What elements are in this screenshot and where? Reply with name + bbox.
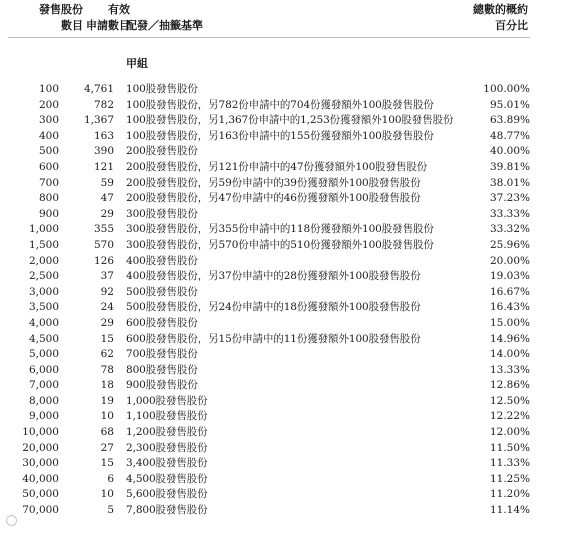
applications-cell: 10 (100, 410, 114, 423)
table-row (0, 394, 566, 410)
percentage-cell: 19.03% (489, 270, 530, 283)
basis-cell: 400股發售股份，另37份申請中的28份獲發額外100股發售股份 (126, 270, 421, 283)
table-row (0, 254, 566, 270)
percentage-cell: 12.00% (489, 426, 530, 439)
shares-cell: 6,000 (28, 363, 59, 376)
percentage-cell: 95.01% (489, 98, 530, 111)
basis-cell: 200股發售股份 (126, 145, 198, 158)
basis-cell: 1,100股發售股份 (126, 410, 208, 423)
basis-cell: 100股發售股份，另782份申請中的704份獲發額外100股發售股份 (126, 98, 434, 111)
allocation-table (0, 82, 566, 519)
applications-cell: 5 (107, 504, 114, 517)
table-row (0, 113, 566, 129)
applications-cell: 37 (100, 270, 114, 283)
basis-cell: 5,600股發售股份 (126, 488, 208, 501)
shares-cell: 7,000 (28, 379, 59, 392)
basis-cell: 200股發售股份，另47份申請中的46份獲發額外100股發售股份 (126, 192, 421, 205)
shares-cell: 1,500 (28, 238, 59, 251)
basis-cell: 300股發售股份，另570份申請中的510份獲發額外100股發售股份 (126, 238, 434, 251)
percentage-cell: 100.00% (483, 83, 530, 95)
applications-cell: 6 (107, 472, 114, 485)
percentage-cell: 33.33% (489, 207, 530, 220)
basis-cell: 1,200股發售股份 (126, 426, 208, 439)
percentage-cell: 39.81% (489, 160, 530, 173)
applications-cell: 24 (100, 301, 114, 314)
header-basis: 配發／抽籤基準 (126, 19, 203, 32)
basis-cell: 7,800股發售股份 (126, 504, 208, 517)
basis-cell: 300股發售股份 (126, 207, 198, 220)
shares-cell: 40,000 (22, 472, 59, 485)
applications-cell: 1,367 (83, 114, 114, 127)
basis-cell: 500股發售股份 (126, 285, 198, 298)
group-label: 甲組 (126, 57, 148, 70)
table-row (0, 441, 566, 457)
basis-cell: 900股發售股份 (126, 379, 198, 392)
header-shares-line1: 發售股份 (39, 3, 83, 16)
header-percentage-line1: 總數的概約 (473, 3, 528, 16)
shares-cell: 3,000 (28, 285, 59, 298)
shares-cell: 5,000 (28, 348, 59, 361)
applications-cell: 10 (100, 488, 114, 501)
applications-cell: 78 (100, 363, 114, 376)
shares-cell: 600 (38, 160, 59, 173)
table-row (0, 300, 566, 316)
percentage-cell: 14.00% (489, 348, 530, 361)
applications-cell: 27 (100, 441, 114, 454)
table-row (0, 363, 566, 379)
applications-cell: 19 (100, 394, 114, 407)
applications-cell: 570 (93, 238, 114, 251)
percentage-cell: 25.96% (489, 238, 530, 251)
table-row (0, 191, 566, 207)
table-row (0, 487, 566, 503)
percentage-cell: 63.89% (489, 114, 530, 127)
basis-cell: 200股發售股份，另59份申請中的39份獲發額外100股發售股份 (126, 176, 421, 189)
basis-cell: 4,500股發售股份 (126, 472, 208, 485)
shares-cell: 400 (38, 129, 59, 142)
header-applications-line1: 有效 (108, 3, 130, 16)
shares-cell: 100 (38, 83, 59, 95)
basis-cell: 300股發售股份，另355份申請中的118份獲發額外100股發售股份 (126, 223, 434, 236)
table-row (0, 503, 566, 519)
shares-cell: 1,000 (28, 223, 59, 236)
table-row (0, 472, 566, 488)
shares-cell: 20,000 (22, 441, 59, 454)
percentage-cell: 11.20% (489, 488, 530, 501)
shares-cell: 8,000 (28, 394, 59, 407)
percentage-cell: 12.22% (489, 410, 530, 423)
table-row (0, 129, 566, 145)
basis-cell: 100股發售股份 (126, 83, 198, 95)
percentage-cell: 16.67% (489, 285, 530, 298)
shares-cell: 70,000 (22, 504, 59, 517)
header-divider (8, 37, 530, 38)
watermark (6, 515, 19, 526)
shares-cell: 30,000 (22, 457, 59, 470)
shares-cell: 4,000 (28, 316, 59, 329)
applications-cell: 163 (93, 129, 114, 142)
applications-cell: 121 (93, 160, 114, 173)
table-row (0, 98, 566, 114)
basis-cell: 3,400股發售股份 (126, 457, 208, 470)
table-row (0, 82, 566, 98)
basis-cell: 600股發售股份，另15份申請中的11份獲發額外100股發售股份 (126, 332, 421, 345)
applications-cell: 15 (100, 332, 114, 345)
applications-cell: 47 (100, 192, 114, 205)
applications-cell: 782 (93, 98, 114, 111)
basis-cell: 1,000股發售股份 (126, 394, 208, 407)
table-row (0, 409, 566, 425)
percentage-cell: 37.23% (489, 192, 530, 205)
percentage-cell: 11.50% (489, 441, 530, 454)
percentage-cell: 14.96% (489, 332, 530, 345)
applications-cell: 355 (93, 223, 114, 236)
applications-cell: 29 (100, 316, 114, 329)
applications-cell: 68 (100, 426, 114, 439)
table-row (0, 222, 566, 238)
table-row (0, 176, 566, 192)
percentage-cell: 20.00% (489, 254, 530, 267)
shares-cell: 500 (38, 145, 59, 158)
shares-cell: 800 (38, 192, 59, 205)
applications-cell: 62 (100, 348, 114, 361)
percentage-cell: 33.32% (489, 223, 530, 236)
header-shares-line2: 數目 (61, 19, 83, 32)
table-row (0, 285, 566, 301)
applications-cell: 92 (100, 285, 114, 298)
shares-cell: 700 (38, 176, 59, 189)
percentage-cell: 11.33% (489, 457, 530, 470)
applications-cell: 29 (100, 207, 114, 220)
shares-cell: 200 (38, 98, 59, 111)
basis-cell: 200股發售股份，另121份申請中的47份獲發額外100股發售股份 (126, 160, 428, 173)
table-row (0, 316, 566, 332)
table-row (0, 347, 566, 363)
percentage-cell: 12.50% (489, 394, 530, 407)
table-row (0, 269, 566, 285)
basis-cell: 700股發售股份 (126, 348, 198, 361)
applications-cell: 15 (100, 457, 114, 470)
basis-cell: 2,300股發售股份 (126, 441, 208, 454)
percentage-cell: 13.33% (489, 363, 530, 376)
basis-cell: 600股發售股份 (126, 316, 198, 329)
applications-cell: 126 (93, 254, 114, 267)
applications-cell: 390 (93, 145, 114, 158)
applications-cell: 4,761 (83, 83, 114, 95)
basis-cell: 800股發售股份 (126, 363, 198, 376)
table-row (0, 456, 566, 472)
shares-cell: 300 (38, 114, 59, 127)
shares-cell: 4,500 (28, 332, 59, 345)
percentage-cell: 16.43% (489, 301, 530, 314)
table-row (0, 144, 566, 160)
basis-cell: 100股發售股份，另1,367份申請中的1,253份獲發額外100股發售股份 (126, 114, 454, 127)
basis-cell: 100股發售股份，另163份申請中的155份獲發額外100股發售股份 (126, 129, 434, 142)
percentage-cell: 11.14% (489, 504, 530, 517)
applications-cell: 59 (100, 176, 114, 189)
watermark-icon (6, 515, 17, 526)
shares-cell: 10,000 (22, 426, 59, 439)
shares-cell: 900 (38, 207, 59, 220)
shares-cell: 3,500 (28, 301, 59, 314)
header-applications-line2: 申請數目 (86, 19, 130, 32)
percentage-cell: 11.25% (489, 472, 530, 485)
shares-cell: 2,500 (28, 270, 59, 283)
shares-cell: 2,000 (28, 254, 59, 267)
basis-cell: 500股發售股份，另24份申請中的18份獲發額外100股發售股份 (126, 301, 421, 314)
table-row (0, 378, 566, 394)
shares-cell: 50,000 (22, 488, 59, 501)
table-row (0, 160, 566, 176)
table-row (0, 332, 566, 348)
table-row (0, 238, 566, 254)
percentage-cell: 38.01% (489, 176, 530, 189)
header-percentage-line2: 百分比 (495, 19, 528, 32)
shares-cell: 9,000 (28, 410, 59, 423)
percentage-cell: 48.77% (489, 129, 530, 142)
percentage-cell: 15.00% (489, 316, 530, 329)
table-row (0, 207, 566, 223)
percentage-cell: 40.00% (489, 145, 530, 158)
percentage-cell: 12.86% (489, 379, 530, 392)
basis-cell: 400股發售股份 (126, 254, 198, 267)
table-row (0, 425, 566, 441)
applications-cell: 18 (100, 379, 114, 392)
